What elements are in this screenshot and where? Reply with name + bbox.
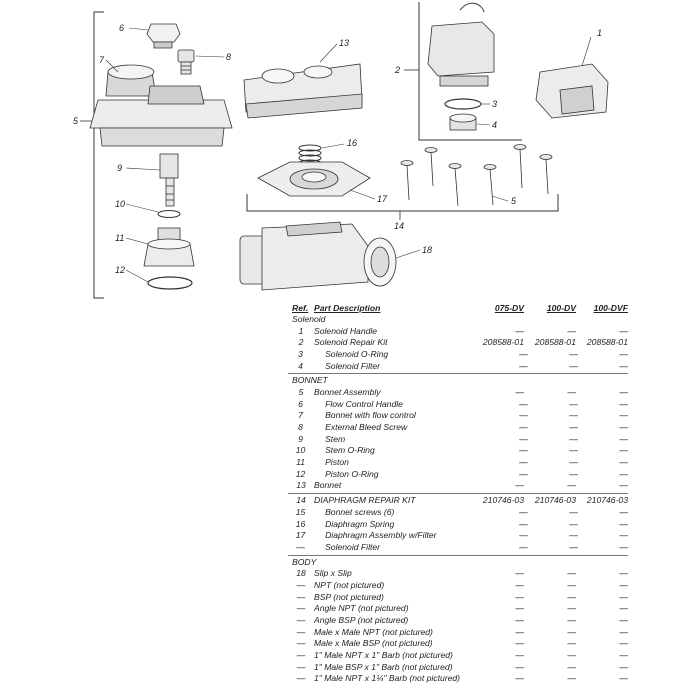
part-number-cell: — (569, 468, 578, 479)
part-ref: 8 (298, 422, 303, 433)
part-number-cell: — (519, 360, 528, 371)
callout-label: 2 (395, 65, 401, 75)
exploded-parts-diagram (0, 0, 700, 300)
part-number-cell: — (515, 325, 524, 336)
part-number-cell: — (619, 422, 629, 433)
header-100-dvf: 100-DVF (593, 302, 628, 313)
part-ref: — (296, 603, 306, 614)
part-number-cell: — (519, 398, 528, 409)
bonnet-screws-part (401, 145, 552, 207)
part-number-cell: — (567, 603, 576, 614)
part-number-cell: — (619, 348, 629, 359)
part-number-cell: — (515, 480, 524, 491)
part-number-cell: — (567, 673, 576, 684)
part-number-cell: — (519, 457, 528, 468)
part-number-cell: — (569, 541, 578, 552)
part-number-cell: — (619, 568, 628, 579)
part-number-cell: — (519, 433, 528, 444)
stem-o-ring-part (158, 211, 180, 218)
part-ref: — (296, 541, 305, 552)
callout-label: 9 (117, 163, 123, 173)
part-number-cell: 210746-03 (482, 495, 524, 506)
callout-label: 8 (226, 52, 232, 62)
part-ref: 14 (296, 495, 306, 506)
part-number-cell: 208588-01 (534, 337, 576, 348)
part-ref: — (296, 661, 306, 672)
part-number-cell: — (619, 457, 629, 468)
part-number-cell: — (619, 325, 628, 336)
part-number-cell: — (515, 603, 524, 614)
solenoid-filter-part (450, 114, 476, 130)
part-description: External Bleed Screw (325, 422, 408, 433)
part-number-cell: — (515, 615, 524, 626)
table-section (288, 313, 628, 371)
part-description: Piston (325, 457, 349, 468)
table-row (288, 348, 628, 360)
part-description: Solenoid Repair Kit (314, 337, 388, 348)
callout-label: 18 (422, 245, 433, 255)
part-number-cell: — (619, 480, 628, 491)
table-row (288, 506, 628, 518)
table-row (288, 579, 628, 591)
part-number-cell: — (567, 325, 576, 336)
part-description: 1" Male NPT x 1¼" Barb (not pictured) (314, 673, 461, 684)
table-row (288, 325, 628, 337)
part-number-cell: — (519, 445, 528, 456)
part-number-cell: — (519, 468, 528, 479)
part-ref: — (296, 650, 306, 661)
part-number-cell: — (519, 506, 528, 517)
parts-table (288, 302, 628, 684)
part-description: Stem (325, 433, 346, 444)
piston-o-ring-part (148, 277, 192, 289)
table-row (288, 649, 628, 661)
part-number-cell: — (569, 457, 578, 468)
part-number-cell: — (619, 673, 628, 684)
part-number-cell: — (567, 661, 576, 672)
part-number-cell: — (519, 348, 528, 359)
part-description: Slip x Slip (314, 568, 352, 579)
part-number-cell: 208588-01 (482, 337, 524, 348)
part-description: Bonnet with flow control (325, 410, 416, 421)
callout-label: 5 (73, 116, 79, 126)
part-number-cell: 210746-03 (534, 495, 576, 506)
table-row (288, 638, 628, 650)
part-description: Bonnet (314, 480, 342, 491)
part-ref: 18 (296, 568, 306, 579)
part-ref: 16 (295, 518, 306, 529)
part-number-cell: — (519, 518, 528, 529)
part-number-cell: — (619, 445, 629, 456)
callout-label: 6 (119, 23, 125, 33)
part-number-cell: — (567, 615, 576, 626)
stem-part (160, 154, 178, 206)
part-number-cell: — (519, 410, 528, 421)
part-ref: 3 (298, 348, 303, 359)
part-number-cell: — (567, 568, 576, 579)
part-number-cell: 210746-03 (586, 495, 628, 506)
part-number-cell: — (619, 360, 629, 371)
part-number-cell: — (619, 650, 628, 661)
table-body (288, 313, 628, 684)
callout-label: 11 (115, 233, 125, 243)
part-ref: 6 (298, 398, 303, 409)
callout-label: 17 (377, 194, 388, 204)
solenoid-handle-part (536, 64, 608, 118)
bonnet-part (244, 64, 362, 118)
part-number-cell: — (619, 530, 629, 541)
callout-label: 3 (492, 99, 498, 109)
part-description: Bonnet Assembly (314, 386, 381, 397)
part-ref: 17 (295, 530, 306, 541)
part-number-cell: — (515, 579, 524, 590)
part-number-cell: — (515, 661, 524, 672)
section-title: BODY (292, 556, 317, 567)
table-row (288, 456, 628, 468)
part-ref: 4 (298, 360, 303, 371)
part-number-cell: — (567, 386, 576, 397)
header-075-dv: 075-DV (494, 302, 524, 313)
part-description: Diaphragm Assembly w/Filter (325, 530, 437, 541)
header-ref: Ref. (292, 302, 309, 313)
part-description: Male x Male NPT (not pictured) (314, 626, 433, 637)
part-ref: — (296, 626, 306, 637)
part-number-cell: — (619, 468, 629, 479)
part-ref: 5 (298, 386, 304, 397)
part-number-cell: — (569, 506, 578, 517)
part-description: Diaphragm Spring (325, 518, 395, 529)
table-section (288, 373, 628, 491)
part-ref: — (296, 579, 306, 590)
valve-body-part (240, 222, 396, 290)
table-row (288, 421, 628, 433)
table-row (288, 614, 628, 626)
part-number-cell: — (619, 661, 628, 672)
part-number-cell: — (569, 398, 578, 409)
table-section (288, 555, 628, 685)
part-number-cell: — (619, 603, 628, 614)
part-description: 1" Male NPT x 1" Barb (not pictured) (314, 650, 453, 661)
callout-label: 13 (339, 38, 350, 48)
table-row (288, 494, 628, 506)
part-number-cell: — (619, 398, 629, 409)
part-number-cell: — (515, 673, 524, 684)
part-number-cell: — (619, 386, 628, 397)
table-row (288, 468, 628, 480)
part-description: Solenoid Filter (325, 541, 381, 552)
part-number-cell: — (515, 650, 524, 661)
part-ref: 10 (295, 445, 306, 456)
part-number-cell: — (519, 541, 528, 552)
part-ref: 7 (298, 410, 303, 421)
callout-label: 14 (394, 221, 405, 231)
part-number-cell: — (519, 530, 528, 541)
part-number-cell: — (569, 530, 578, 541)
callout-label: 4 (492, 120, 498, 130)
part-number-cell: — (619, 615, 628, 626)
header-100-dv: 100-DV (546, 302, 576, 313)
header-description: Part Description (314, 302, 381, 313)
part-number-cell: — (515, 638, 524, 649)
part-number-cell: — (569, 518, 578, 529)
table-row (288, 541, 628, 553)
part-number-cell: — (619, 541, 629, 552)
part-ref: 1 (298, 325, 304, 336)
part-ref: 9 (298, 433, 303, 444)
table-header (288, 302, 628, 313)
part-number-cell: — (619, 638, 628, 649)
part-number-cell: — (519, 422, 528, 433)
part-number-cell: — (569, 445, 578, 456)
callout-label: 1 (597, 28, 603, 38)
part-description: Solenoid Filter (325, 360, 381, 371)
table-row (288, 410, 628, 422)
table-row (288, 480, 628, 492)
part-description: DIAPHRAGM REPAIR KIT (314, 495, 416, 506)
part-number-cell: — (619, 591, 628, 602)
part-number-cell: — (619, 579, 628, 590)
table-row (288, 433, 628, 445)
part-description: Stem O-Ring (325, 445, 375, 456)
part-number-cell: — (567, 480, 576, 491)
part-number-cell: — (515, 386, 524, 397)
part-ref: — (296, 673, 306, 684)
part-description: Solenoid O-Ring (325, 348, 389, 359)
callout-label: 7 (99, 55, 105, 65)
part-ref: 12 (295, 468, 306, 479)
part-number-cell: — (515, 591, 524, 602)
part-number-cell: — (567, 626, 576, 637)
part-number-cell: 208588-01 (586, 337, 628, 348)
solenoid-o-ring-part (445, 99, 481, 109)
bonnet-with-flow-control-part (90, 65, 232, 146)
table-row (288, 518, 628, 530)
table-row (288, 360, 628, 372)
part-number-cell: — (569, 360, 578, 371)
part-ref: 15 (295, 506, 306, 517)
part-description: Flow Control Handle (325, 398, 403, 409)
piston-part (144, 228, 194, 266)
part-number-cell: — (515, 626, 524, 637)
table-row (288, 603, 628, 615)
part-description: Solenoid Handle (314, 325, 378, 336)
part-description: Male x Male BSP (not pictured) (314, 638, 433, 649)
part-number-cell: — (569, 422, 578, 433)
part-number-cell: — (619, 626, 628, 637)
part-ref: 2 (298, 337, 304, 348)
part-ref: — (296, 615, 306, 626)
solenoid-part (428, 3, 494, 86)
part-number-cell: — (567, 638, 576, 649)
part-description: BSP (not pictured) (314, 591, 384, 602)
table-row (288, 591, 628, 603)
table-row (288, 661, 628, 673)
external-bleed-screw-part (178, 50, 194, 74)
part-number-cell: — (569, 348, 578, 359)
table-row (288, 386, 628, 398)
part-ref: — (296, 638, 306, 649)
table-row (288, 567, 628, 579)
table-row (288, 398, 628, 410)
table-row (288, 445, 628, 457)
callout-label: 10 (115, 199, 126, 209)
callout-label: 16 (347, 138, 358, 148)
table-section (288, 493, 628, 552)
part-ref: — (296, 591, 306, 602)
part-number-cell: — (567, 650, 576, 661)
part-ref: 13 (296, 480, 306, 491)
part-description: Angle NPT (not pictured) (314, 603, 409, 614)
part-ref: 11 (296, 457, 305, 468)
part-number-cell: — (619, 518, 629, 529)
table-row (288, 336, 628, 348)
callout-label: 12 (115, 265, 126, 275)
flow-control-handle-part (147, 24, 180, 48)
part-description: Bonnet screws (6) (325, 506, 395, 517)
table-row (288, 529, 628, 541)
part-description: Angle BSP (not pictured) (314, 615, 409, 626)
part-number-cell: — (515, 568, 524, 579)
part-number-cell: — (569, 410, 578, 421)
part-description: 1" Male BSP x 1" Barb (not pictured) (314, 661, 453, 672)
part-number-cell: — (619, 433, 629, 444)
section-title: Solenoid (292, 313, 326, 324)
part-number-cell: — (619, 506, 629, 517)
part-number-cell: — (567, 591, 576, 602)
part-number-cell: — (619, 410, 629, 421)
table-row (288, 673, 628, 685)
section-title: BONNET (292, 375, 328, 386)
callout-label: 5 (511, 196, 517, 206)
part-description: Piston O-Ring (325, 468, 379, 479)
part-number-cell: — (569, 433, 578, 444)
table-row (288, 626, 628, 638)
part-number-cell: — (567, 579, 576, 590)
part-description: NPT (not pictured) (314, 579, 385, 590)
